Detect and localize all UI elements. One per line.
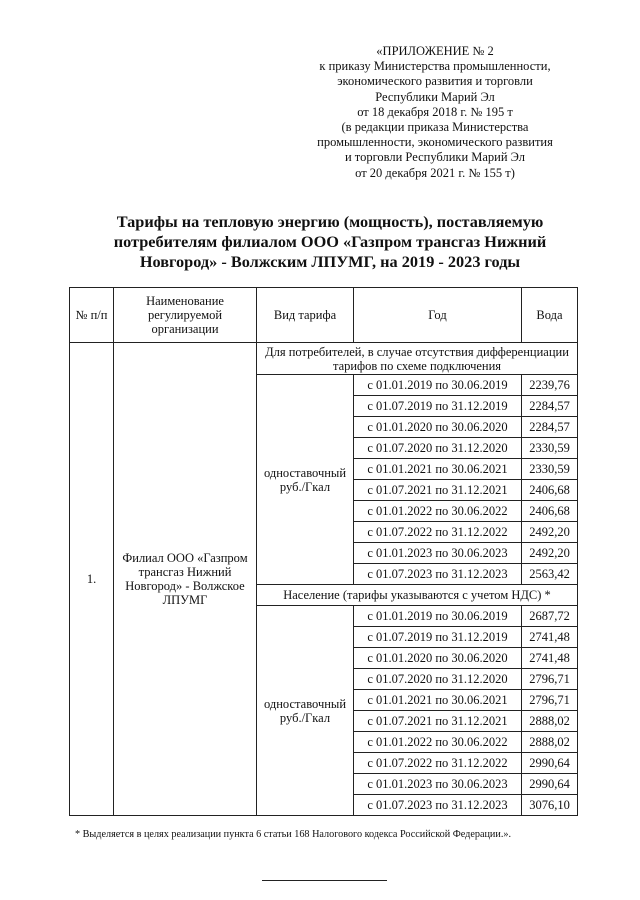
water-value: 2330,59: [522, 438, 578, 459]
title-line: Новгород» - Волжским ЛПУМГ, на 2019 - 2023 годы: [139, 252, 521, 271]
water-value: 2239,76: [522, 375, 578, 396]
header-type: Вид тарифа: [257, 288, 354, 343]
period-cell: с 01.01.2019 по 30.06.2019: [354, 375, 522, 396]
organization-name: Филиал ООО «Газпром трансгаз Нижний Новгород» - Волжское ЛПУМГ: [114, 343, 257, 816]
appendix-header: [300, 44, 570, 181]
group-condition: Для потребителей, в случае отсутствия дифференциации тарифов по схеме подключения: [257, 343, 578, 375]
water-value: 2990,64: [522, 774, 578, 795]
header-year: Год: [354, 288, 522, 343]
header-num: № п/п: [70, 288, 114, 343]
period-cell: с 01.01.2020 по 30.06.2020: [354, 417, 522, 438]
water-value: 2563,42: [522, 564, 578, 585]
water-value: 2796,71: [522, 690, 578, 711]
period-cell: с 01.07.2020 по 31.12.2020: [354, 669, 522, 690]
header-line: (в редакции приказа Министерства: [341, 120, 529, 135]
period-cell: с 01.07.2023 по 31.12.2023: [354, 795, 522, 816]
period-cell: с 01.07.2023 по 31.12.2023: [354, 564, 522, 585]
title-line: Тарифы на тепловую энергию (мощность), поставляемую: [116, 212, 544, 231]
period-cell: с 01.07.2022 по 31.12.2022: [354, 522, 522, 543]
header-line: от 18 декабря 2018 г. № 195 т: [357, 104, 513, 119]
period-cell: с 01.07.2022 по 31.12.2022: [354, 753, 522, 774]
header-line: от 20 декабря 2021 г. № 155 т): [355, 165, 515, 180]
header-org: Наименование регулируемой организации: [114, 288, 257, 343]
water-value: 2888,02: [522, 711, 578, 732]
water-value: 2406,68: [522, 480, 578, 501]
water-value: 2406,68: [522, 501, 578, 522]
period-cell: с 01.01.2022 по 30.06.2022: [354, 501, 522, 522]
tariff-table: [69, 287, 578, 816]
period-cell: с 01.07.2019 по 31.12.2019: [354, 396, 522, 417]
period-cell: с 01.07.2020 по 31.12.2020: [354, 438, 522, 459]
water-value: 2284,57: [522, 417, 578, 438]
period-cell: с 01.07.2019 по 31.12.2019: [354, 627, 522, 648]
header-line: «ПРИЛОЖЕНИЕ № 2: [376, 44, 494, 58]
period-cell: с 01.01.2020 по 30.06.2020: [354, 648, 522, 669]
header-line: Республики Марий Эл: [375, 89, 495, 104]
header-line: промышленности, экономического развития: [317, 135, 553, 150]
water-value: 2888,02: [522, 732, 578, 753]
period-cell: с 01.01.2023 по 30.06.2023: [354, 543, 522, 564]
period-cell: с 01.07.2021 по 31.12.2021: [354, 480, 522, 501]
period-cell: с 01.01.2021 по 30.06.2021: [354, 690, 522, 711]
row-number: 1.: [70, 343, 114, 816]
water-value: 2796,71: [522, 669, 578, 690]
period-cell: с 01.07.2021 по 31.12.2021: [354, 711, 522, 732]
water-value: 2492,20: [522, 543, 578, 564]
water-value: 2741,48: [522, 627, 578, 648]
document-title: [70, 212, 590, 272]
header-water: Вода: [522, 288, 578, 343]
group-condition: Население (тарифы указываются с учетом НДС) *: [257, 585, 578, 606]
period-cell: с 01.01.2023 по 30.06.2023: [354, 774, 522, 795]
footnote: * Выделяется в целях реализации пункта 6 статьи 168 Налогового кодекса Российской Федерации.».: [75, 829, 512, 840]
water-value: 2741,48: [522, 648, 578, 669]
header-line: экономического развития и торговли: [337, 74, 533, 89]
water-value: 2492,20: [522, 522, 578, 543]
water-value: 2990,64: [522, 753, 578, 774]
tariff-type: одноставочный руб./Гкал: [257, 606, 354, 816]
water-value: 3076,10: [522, 795, 578, 816]
table-row: [70, 343, 578, 375]
period-cell: с 01.01.2022 по 30.06.2022: [354, 732, 522, 753]
header-line: к приказу Министерства промышленности,: [319, 59, 551, 74]
title-line: потребителям филиалом ООО «Газпром трансгаз Нижний: [113, 232, 547, 251]
water-value: 2330,59: [522, 459, 578, 480]
water-value: 2687,72: [522, 606, 578, 627]
table-header-row: [70, 288, 578, 343]
divider-line: [262, 880, 387, 881]
header-line: и торговли Республики Марий Эл: [344, 150, 526, 165]
water-value: 2284,57: [522, 396, 578, 417]
tariff-type: одноставочный руб./Гкал: [257, 375, 354, 585]
period-cell: с 01.01.2021 по 30.06.2021: [354, 459, 522, 480]
period-cell: с 01.01.2019 по 30.06.2019: [354, 606, 522, 627]
